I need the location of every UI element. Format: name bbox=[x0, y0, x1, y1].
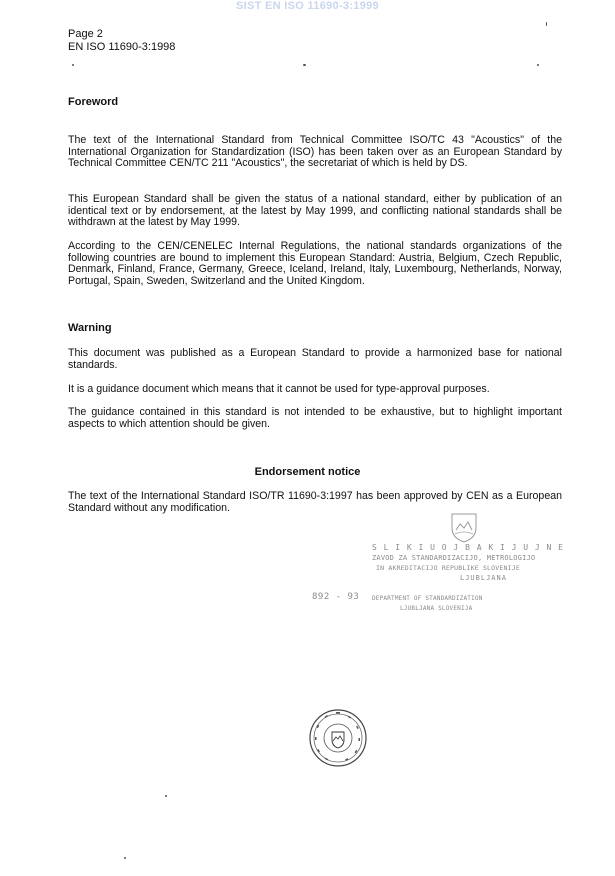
stamp-line-5: DEPARTMENT OF STANDARDIZATION bbox=[372, 595, 483, 602]
page-number: Page 2 bbox=[68, 28, 103, 40]
standard-number: EN ISO 11690-3:1998 bbox=[68, 41, 176, 53]
scan-speck bbox=[537, 64, 539, 66]
scan-speck bbox=[303, 64, 306, 66]
endorsement-heading: Endorsement notice bbox=[254, 466, 361, 478]
scan-speck bbox=[72, 64, 74, 66]
stamp-line-4: LJUBLJANA bbox=[460, 574, 507, 582]
warning-paragraph-3: The guidance contained in this standard is not intended to be exhaustive, but to highlight important aspects to which attention should be given. bbox=[68, 406, 562, 430]
coat-of-arms-icon bbox=[446, 510, 482, 544]
foreword-paragraph-3: According to the CEN/CENELEC Internal Regulations, the national standards organizations of the following countries are bound to implement this European Standard: Austria, Belgium, Czech Republic, Denmark, Finland, France, Germany, Greece, Iceland, Ireland, Italy, Luxembourg, Netherlands, Norway, Portugal, Spain, Sweden, Switzerland and the United Kingdom. bbox=[68, 240, 562, 287]
foreword-paragraph-1: The text of the International Standard from Technical Committee ISO/TC 43 "Acoustics" of the International Organization for Standardization (ISO) has been taken over as an European Standard by Technical Committee CEN/TC 211 "Acoustics", the secretariat of which is held by DS. bbox=[68, 134, 562, 170]
page-header bbox=[68, 28, 175, 54]
foreword-paragraph-2: This European Standard shall be given the status of a national standard, either by publication of an identical text or by endorsement, at the latest by May 1999, and conflicting national standards shall be withdrawn at the latest by May 1999. bbox=[68, 193, 562, 229]
warning-paragraph-1: This document was published as a European Standard to provide a harmonized base for national standards. bbox=[68, 347, 562, 371]
round-seal-icon bbox=[308, 708, 368, 768]
foreword-heading: Foreword bbox=[68, 96, 119, 108]
stamp-line-3: IN AKREDITACIJO REPUBLIKE SLOVENIJE bbox=[376, 564, 520, 572]
warning-heading: Warning bbox=[68, 322, 112, 334]
scan-speck bbox=[546, 22, 547, 26]
stamp-line-1: S L I K I U O J B A K I J U J N E bbox=[372, 543, 564, 552]
document-watermark: SIST EN ISO 11690-3:1999 bbox=[236, 0, 379, 12]
stamp-line-6: LJUBLJANA SLOVENIJA bbox=[400, 605, 473, 612]
stamp-line-2: ZAVOD ZA STANDARDIZACIJO, METROLOGIJO bbox=[372, 554, 536, 562]
stamp-number: 892 - 93 bbox=[312, 592, 360, 602]
scan-speck bbox=[165, 795, 167, 797]
scan-speck bbox=[124, 857, 126, 859]
warning-paragraph-2: It is a guidance document which means that it cannot be used for type-approval purposes. bbox=[68, 383, 490, 395]
endorsement-paragraph: The text of the International Standard ISO/TR 11690-3:1997 has been approved by CEN as a European Standard without any modification. bbox=[68, 490, 562, 514]
